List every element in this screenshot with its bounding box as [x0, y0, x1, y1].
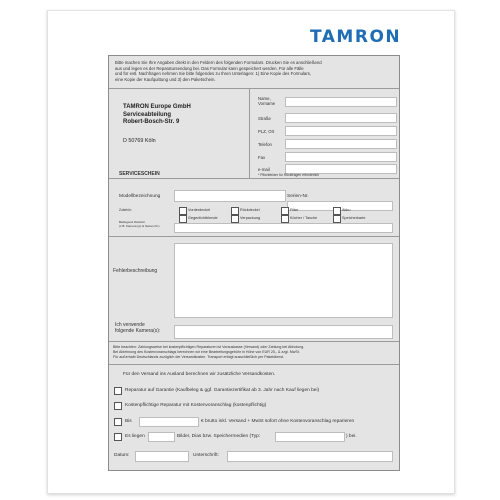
option-gegenlichtblende: Gegenlichtblende	[188, 215, 218, 220]
legal-line-1: Bitte beachten: Zahlungsweise bei kostenpflichtigen Reparaturen ist Vorauskasse (Versand) oder Zahlung bei Abholung.	[113, 345, 305, 349]
checkbox-filter[interactable]	[281, 207, 289, 215]
checkbox-kostenpflichtig[interactable]	[114, 402, 122, 410]
divider	[109, 236, 399, 237]
address-dept: Serviceabteilung	[123, 111, 172, 118]
label-unterschrift: Unterschrift:	[193, 453, 219, 458]
accessory-input[interactable]	[174, 223, 393, 233]
checkbox-gegenlichtblende[interactable]	[179, 215, 187, 223]
checkbox-bis[interactable]	[114, 418, 122, 426]
divider	[109, 364, 399, 365]
address-city: D 50769 Köln	[123, 138, 156, 144]
label-ich-verwende: Ich verwende	[115, 322, 145, 328]
label-zubehoer: Zubehör:	[119, 208, 132, 212]
label-fax: Fax	[258, 155, 266, 160]
media-count-input[interactable]	[148, 432, 175, 442]
phone-input[interactable]	[285, 139, 397, 149]
divider	[109, 88, 399, 89]
defect-textarea[interactable]	[174, 243, 393, 318]
divider	[109, 178, 399, 179]
label-strasse: Straße	[258, 116, 271, 121]
max-amount-input[interactable]	[139, 417, 199, 427]
option-akku: Akku	[342, 207, 351, 212]
intro-line-4: eine Kopie der Kaufquittung und 3) den Paketschein.	[115, 76, 216, 82]
checkbox-speicherkarte[interactable]	[333, 215, 341, 223]
label-serien: Serien-Nr.	[287, 194, 309, 199]
option-speicherkarte: Speicherkarte	[342, 215, 366, 220]
date-input[interactable]	[135, 451, 189, 462]
label-telefon: Telefon	[258, 142, 272, 147]
checkbox-garantie[interactable]	[114, 387, 122, 395]
option-bis-text: € brutto inkl. Versand + MwSt sofort ohne Kostenvoranschlag reparieren	[201, 419, 355, 424]
option-garantie: Reparatur auf Garantie (Kaufbeleg & ggf. Garantiezertifikat ab 3. Jahr nach Kauf liegen bei)	[125, 388, 320, 393]
legal-line-2: Bei Ablehnung des Kostenvoranschlags berechnen wir eine Bearbeitungsgebühr in Höhe von EUR 25,- & zzgl. MwSt.	[113, 350, 300, 354]
address-block	[123, 104, 191, 127]
option-vorderdeckel: Vorderdeckel	[188, 207, 211, 212]
intro-line-1: Bitte machen Sie Ihre Angaben direkt in den Feldern des folgenden Formulars. Drucken Sie es anschließend	[115, 60, 322, 65]
street-input[interactable]	[285, 113, 397, 123]
option-koecher: Köcher / Tasche	[290, 215, 318, 220]
divider	[109, 341, 399, 342]
label-modell: Modellbezeichnung	[119, 194, 161, 199]
checkbox-akku[interactable]	[333, 207, 341, 215]
checkbox-vorderdeckel[interactable]	[179, 207, 187, 215]
option-filter: Filter	[290, 207, 299, 212]
label-vorname: Vorname	[258, 101, 276, 106]
option-es-liegen-text: Bilder, Dias bzw. Speichermedien (Typ:	[177, 434, 261, 439]
option-es-liegen-label: Es liegen	[125, 434, 145, 439]
name-input[interactable]	[285, 97, 397, 107]
tamron-logo: TAMRON	[310, 27, 402, 47]
option-bis-label: Bis	[125, 419, 132, 424]
service-form	[108, 55, 400, 471]
intro-line-2: aus und legen es der Reparatursendung bei. Das Formular kann gespeichert werden. Für alle Fälle	[115, 65, 304, 71]
option-kostenpflichtig: Kostenpflichtige Reparatur mit Kostenvoranschlag (kostenpflichtig)	[125, 403, 267, 408]
camera-input[interactable]	[174, 325, 393, 339]
checkbox-es-liegen[interactable]	[114, 433, 122, 441]
checkbox-verpackung[interactable]	[231, 215, 239, 223]
label-name: Name,	[258, 96, 271, 101]
label-fehlerbeschreibung: Fehlerbeschreibung	[113, 268, 158, 274]
model-input[interactable]	[174, 190, 286, 202]
divider-vertical	[249, 88, 250, 178]
label-kamera: folgende Kamera(s):	[115, 328, 161, 334]
legal-line-3: Für außerhalb Deutschlands zuzüglich der Versandkosten. Transport erfolgt ausschließlich per Paketdienst.	[113, 355, 284, 359]
options-header: Für den Versand ins Ausland berechnen wir zusätzliche Versandkosten.	[123, 372, 276, 377]
signature-input[interactable]	[227, 451, 393, 462]
option-verpackung: Verpackung	[240, 215, 261, 220]
checkbox-koecher[interactable]	[281, 215, 289, 223]
label-beiliegend: Beiliegend Zubehör	[119, 220, 146, 224]
plz-input[interactable]	[285, 126, 397, 136]
section-title: SERVICESCHEIN	[119, 171, 160, 177]
label-plz: PLZ, Ort	[258, 129, 275, 134]
address-street: Robert-Bosch-Str. 9	[123, 119, 180, 125]
fax-input[interactable]	[285, 152, 397, 162]
media-type-input[interactable]	[275, 432, 345, 442]
label-kamera-typ: (z.B. Kamera typ & Serien-Nr.)	[119, 224, 160, 228]
option-rueckdeckel: Rückdeckel	[240, 207, 260, 212]
option-es-liegen-end: ) bei.	[346, 434, 357, 439]
label-datum: Datum:	[114, 453, 130, 458]
required-note: * Pflichtfelder für Rückfragen erforderlich	[258, 173, 320, 177]
label-email: e-mail	[258, 167, 270, 172]
intro-line-3: und für evtl. Nachfragen nehmen Sie bitte folgendes zu Ihren Unterlagen: 1) Eine Kopie des Formulars,	[115, 71, 312, 76]
address-company: TAMRON Europe GmbH	[123, 104, 191, 110]
checkbox-rueckdeckel[interactable]	[231, 207, 239, 215]
